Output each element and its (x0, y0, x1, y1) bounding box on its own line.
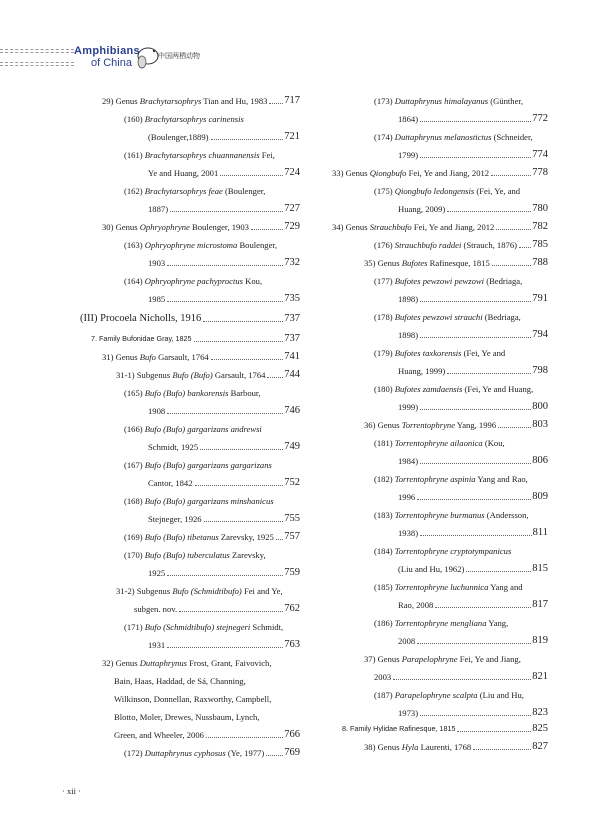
toc-page-number: 794 (532, 329, 548, 340)
toc-page-number: 737 (284, 333, 300, 344)
toc-entry[interactable] (91, 334, 300, 344)
toc-entry[interactable] (374, 582, 548, 592)
toc-entry[interactable] (374, 96, 548, 106)
toc-page-number: 800 (532, 401, 548, 412)
dot-leader (211, 139, 284, 140)
toc-entry-title: 35) Genus Bufotes Rafinesque, 1815 (364, 258, 490, 268)
toc-entry-title: 1938) (398, 528, 419, 538)
dot-leader (447, 373, 531, 374)
header-rule (0, 62, 74, 63)
toc-entry[interactable] (102, 96, 300, 106)
toc-entry-title: 1985 (148, 294, 166, 304)
dot-leader (420, 409, 531, 410)
toc-page-number: 762 (284, 603, 300, 614)
toc-entry-title: 1996 (398, 492, 416, 502)
toc-entry-title: (Boulenger,1889) (148, 132, 209, 142)
toc-entry-title: (177) Bufotes pewzowi pewzowi (Bedriaga, (374, 276, 523, 286)
dot-leader (276, 539, 283, 540)
toc-entry-title: 1898) (398, 294, 419, 304)
toc-entry-title: Blotto, Moler, Drewes, Nussbaum, Lynch, (114, 712, 260, 722)
toc-entry[interactable] (148, 168, 300, 178)
toc-entry-title: (172) Duttaphrynus cyphosus (Ye, 1977) (124, 748, 265, 758)
toc-entry-title: 1999) (398, 402, 419, 412)
toc-page-number: 744 (284, 369, 300, 380)
toc-page-number: 806 (532, 455, 548, 466)
toc-entry[interactable] (114, 694, 300, 704)
dot-leader (473, 749, 531, 750)
frog-logo-icon (132, 42, 160, 70)
dot-leader (204, 521, 284, 522)
dot-leader (220, 175, 283, 176)
dot-leader (447, 211, 531, 212)
toc-entry[interactable] (374, 690, 548, 700)
toc-entry[interactable] (124, 460, 300, 470)
toc-entry[interactable] (148, 132, 300, 142)
dot-leader (167, 575, 283, 576)
toc-entry[interactable] (374, 438, 548, 448)
toc-entry-title: 7. Family Bufonidae Gray, 1825 (91, 334, 192, 343)
toc-entry[interactable] (374, 276, 548, 286)
dot-leader (194, 341, 284, 342)
toc-page-number: 817 (532, 599, 548, 610)
toc-entry-title: Stejneger, 1926 (148, 514, 202, 524)
toc-entry-title: 1903 (148, 258, 166, 268)
toc-page-number: 788 (532, 257, 548, 268)
toc-page-number: 785 (532, 239, 548, 250)
toc-page-number: 721 (284, 131, 300, 142)
toc-entry-title: 1908 (148, 406, 166, 416)
dot-leader (466, 571, 531, 572)
dot-leader (457, 731, 531, 732)
dot-leader (420, 715, 531, 716)
toc-entry-title: 1887) (148, 204, 169, 214)
dot-leader (179, 611, 283, 612)
dot-leader (167, 413, 283, 414)
toc-entry-title: 30) Genus Ophryophryne Boulenger, 1903 (102, 222, 249, 232)
page-number: · xii · (62, 786, 81, 796)
toc-entry-title: (178) Bufotes pewzowi strauchi (Bedriaga, (374, 312, 521, 322)
toc-page-number: 752 (284, 477, 300, 488)
toc-entry-title: (179) Bufotes taxkorensis (Fei, Ye and (374, 348, 506, 358)
toc-entry[interactable] (124, 150, 300, 160)
toc-entry[interactable] (332, 222, 548, 232)
dot-leader (200, 449, 283, 450)
toc-entry[interactable] (374, 132, 548, 142)
toc-entry-title: 37) Genus Parapelophryne Fei, Ye and Jiang, (364, 654, 521, 664)
toc-page-number: 727 (284, 203, 300, 214)
toc-entry-title: 31-2) Subgenus Bufo (Schmidtibufo) Fei and Ye, (116, 586, 283, 596)
toc-entry[interactable] (398, 600, 548, 610)
toc-entry-title: (180) Bufotes zamdaensis (Fei, Ye and Huang, (374, 384, 534, 394)
dot-leader (167, 301, 283, 302)
toc-page-number: 737 (284, 313, 300, 324)
toc-entry[interactable] (364, 258, 548, 268)
toc-entry[interactable] (398, 402, 548, 412)
toc-entry-title: Rao, 2008 (398, 600, 434, 610)
toc-entry-title: (160) Brachytarsophrys carinensis (124, 114, 244, 124)
toc-page-number: 825 (532, 723, 548, 734)
toc-entry-title: 1984) (398, 456, 419, 466)
toc-entry[interactable] (134, 604, 300, 614)
toc-entry-title: Ye and Huang, 2001 (148, 168, 219, 178)
toc-entry-title: 29) Genus Brachytarsophrys Tian and Hu, 1983 (102, 96, 268, 106)
dot-leader (435, 607, 531, 608)
toc-entry[interactable] (374, 546, 548, 556)
dot-leader (195, 485, 284, 486)
toc-page-number: 819 (532, 635, 548, 646)
toc-entry-title: 2003 (374, 672, 392, 682)
toc-entry[interactable] (124, 532, 300, 542)
toc-entry[interactable] (124, 114, 300, 124)
toc-entry-title: (187) Parapelophryne scalpta (Liu and Hu, (374, 690, 524, 700)
toc-page-number: 763 (284, 639, 300, 650)
toc-page-number: 791 (532, 293, 548, 304)
toc-entry-title: (174) Duttaphrynus melanostictus (Schneider, (374, 132, 533, 142)
dot-leader (170, 211, 283, 212)
toc-entry[interactable] (148, 406, 300, 416)
toc-page-number: 809 (532, 491, 548, 502)
toc-entry-title: 2008 (398, 636, 416, 646)
dot-leader (266, 755, 283, 756)
toc-page-number: 811 (532, 527, 548, 538)
toc-entry-title: (169) Bufo (Bufo) tibetanus Zarevsky, 1925 (124, 532, 274, 542)
dot-leader (420, 121, 531, 122)
toc-entry[interactable] (124, 276, 300, 286)
toc-entry[interactable] (374, 312, 548, 322)
toc-entry-title: Bain, Haas, Haddad, de Sá, Channing, (114, 676, 246, 686)
dot-leader (206, 737, 283, 738)
toc-page-number: 749 (284, 441, 300, 452)
toc-entry[interactable] (398, 564, 548, 574)
toc-page-number: 735 (284, 293, 300, 304)
toc-entry-title: Huang, 1999) (398, 366, 446, 376)
dot-leader (251, 229, 283, 230)
toc-entry[interactable] (342, 724, 548, 734)
toc-entry-title: 34) Genus Strauchbufo Fei, Ye and Jiang, 2012 (332, 222, 495, 232)
toc-entry[interactable] (398, 204, 548, 214)
toc-entry[interactable] (398, 330, 548, 340)
toc-entry[interactable] (374, 474, 548, 484)
toc-page-number: 782 (532, 221, 548, 232)
toc-entry-title: (166) Bufo (Bufo) gargarizans andrewsi (124, 424, 262, 434)
toc-entry[interactable] (374, 384, 548, 394)
dot-leader (167, 647, 283, 648)
toc-entry[interactable] (398, 636, 548, 646)
toc-entry[interactable] (148, 514, 300, 524)
toc-entry[interactable] (398, 528, 548, 538)
toc-entry[interactable] (124, 496, 300, 506)
dot-leader (519, 247, 531, 248)
running-header (0, 40, 250, 80)
toc-page-number: 757 (284, 531, 300, 542)
toc-entry-title: Wilkinson, Donnellan, Raxworthy, Campbell, (114, 694, 272, 704)
toc-entry[interactable] (124, 240, 300, 250)
chinese-subtitle: 中国两栖动物 (158, 52, 200, 60)
toc-page-number: 732 (284, 257, 300, 268)
dot-leader (420, 157, 531, 158)
toc-entry[interactable] (374, 510, 548, 520)
toc-entry[interactable] (102, 658, 300, 668)
toc-entry-title: (181) Torrentophryne ailaonica (Kou, (374, 438, 505, 448)
toc-page-number: 772 (532, 113, 548, 124)
toc-entry-title: Huang, 2009) (398, 204, 446, 214)
toc-entry[interactable] (148, 204, 300, 214)
toc-entry-title: 8. Family Hylidae Rafinesque, 1815 (342, 724, 456, 733)
toc-entry[interactable] (398, 114, 548, 124)
dot-leader (492, 265, 531, 266)
toc-entry[interactable] (398, 294, 548, 304)
toc-entry-title: (167) Bufo (Bufo) gargarizans gargarizans (124, 460, 272, 470)
toc-entry[interactable] (148, 258, 300, 268)
toc-entry[interactable] (116, 586, 300, 596)
dot-leader (203, 321, 283, 322)
toc-entry[interactable] (398, 150, 548, 160)
toc-entry-title: subgen. nov. (134, 604, 178, 614)
toc-entry-title: 33) Genus Qiongbufo Fei, Ye and Jiang, 2012 (332, 168, 490, 178)
toc-entry-title: 31-1) Subgenus Bufo (Bufo) Garsault, 1764 (116, 370, 266, 380)
toc-entry-title: (173) Duttaphrynus himalayanus (Günther, (374, 96, 524, 106)
toc-page-number: 780 (532, 203, 548, 214)
toc-page-number: 827 (532, 741, 548, 752)
toc-entry[interactable] (124, 748, 300, 758)
toc-entry-title: (164) Ophryophryne pachyproctus Kou, (124, 276, 263, 286)
toc-entry[interactable] (124, 388, 300, 398)
toc-entry[interactable] (398, 366, 548, 376)
toc-entry-title: (183) Torrentophryne burmanus (Andersson, (374, 510, 529, 520)
toc-page-number: 778 (532, 167, 548, 178)
header-rule (0, 52, 74, 53)
toc-page-number: 774 (532, 149, 548, 160)
toc-page-number: 803 (532, 419, 548, 430)
toc-entry[interactable] (124, 424, 300, 434)
toc-entry[interactable] (398, 456, 548, 466)
toc-entry[interactable] (124, 186, 300, 196)
toc-page-number: 798 (532, 365, 548, 376)
toc-entry-title: (168) Bufo (Bufo) gargarizans minshanicus (124, 496, 274, 506)
toc-entry-title: (171) Bufo (Schmidtibufo) stejnegeri Schmidt, (124, 622, 284, 632)
dot-leader (420, 337, 531, 338)
toc-entry[interactable] (374, 186, 548, 196)
toc-entry-title: (165) Bufo (Bufo) bankorensis Barbour, (124, 388, 261, 398)
toc-page-number: 766 (284, 729, 300, 740)
toc-entry[interactable] (374, 348, 548, 358)
toc-page-number: 769 (284, 747, 300, 758)
dot-leader (420, 535, 532, 536)
toc-entry[interactable] (148, 478, 300, 488)
toc-entry[interactable] (364, 654, 548, 664)
toc-entry-title: (Liu and Hu, 1962) (398, 564, 465, 574)
dot-leader (167, 265, 283, 266)
toc-page-number: 741 (284, 351, 300, 362)
dot-leader (417, 643, 531, 644)
toc-entry[interactable] (114, 676, 300, 686)
toc-page-number: 755 (284, 513, 300, 524)
header-rule (0, 49, 74, 50)
toc-entry-title: Schmidt, 1925 (148, 442, 199, 452)
toc-entry-title: 32) Genus Duttaphrynus Frost, Grant, Faivovich, (102, 658, 272, 668)
dot-leader (491, 175, 531, 176)
header-rule (0, 65, 74, 66)
toc-entry[interactable] (102, 352, 300, 362)
dot-leader (393, 679, 531, 680)
toc-entry[interactable] (80, 314, 300, 324)
toc-entry-title: (182) Torrentophryne aspinia Yang and Rao, (374, 474, 528, 484)
toc-entry-title: 1799) (398, 150, 419, 160)
toc-page-number: 823 (532, 707, 548, 718)
toc-entry-title: 1898) (398, 330, 419, 340)
toc-entry[interactable] (124, 622, 300, 632)
toc-entry-title: (III) Procoela Nicholls, 1916 (80, 313, 202, 324)
toc-page-number: 759 (284, 567, 300, 578)
toc-entry-title: (161) Brachytarsophrys chuannanensis Fei, (124, 150, 275, 160)
toc-page-number: 729 (284, 221, 300, 232)
toc-entry-title: (186) Torrentophryne mengliana Yang, (374, 618, 509, 628)
toc-entry[interactable] (364, 420, 548, 430)
toc-entry[interactable] (148, 568, 300, 578)
toc-page-number: 746 (284, 405, 300, 416)
toc-entry[interactable] (148, 294, 300, 304)
toc-entry[interactable] (398, 708, 548, 718)
book-title-sub: of China (91, 57, 132, 69)
toc-entry-title: (162) Brachytarsophrys feae (Boulenger, (124, 186, 266, 196)
toc-page-number: 821 (532, 671, 548, 682)
dot-leader (496, 229, 531, 230)
toc-entry[interactable] (116, 370, 300, 380)
toc-entry[interactable] (148, 442, 300, 452)
dot-leader (498, 427, 531, 428)
book-title: Amphibians (74, 45, 140, 57)
toc-entry[interactable] (124, 550, 300, 560)
toc-entry[interactable] (374, 240, 548, 250)
toc-page-number: 717 (284, 95, 300, 106)
toc-entry-title: (175) Qiongbufo ledongensis (Fei, Ye, and (374, 186, 521, 196)
toc-page-number: 815 (532, 563, 548, 574)
toc-entry-title: 38) Genus Hyla Laurenti, 1768 (364, 742, 472, 752)
dot-leader (267, 377, 283, 378)
toc-page-number: 724 (284, 167, 300, 178)
toc-entry[interactable] (114, 730, 300, 740)
toc-entry-title: 1925 (148, 568, 166, 578)
toc-entry[interactable] (102, 222, 300, 232)
toc-entry[interactable] (148, 640, 300, 650)
toc-entry[interactable] (374, 618, 548, 628)
toc-entry-title: (163) Ophryophryne microstoma Boulenger, (124, 240, 278, 250)
dot-leader (420, 463, 531, 464)
toc-entry-title: Green, and Wheeler, 2006 (114, 730, 204, 740)
toc-entry[interactable] (374, 672, 548, 682)
toc-entry-title: (176) Strauchbufo raddei (Strauch, 1876) (374, 240, 517, 250)
toc-entry-title: (170) Bufo (Bufo) tuberculatus Zarevsky, (124, 550, 266, 560)
toc-entry[interactable] (364, 742, 548, 752)
toc-entry-title: Cantor, 1842 (148, 478, 193, 488)
toc-entry-title: (185) Torrentophryne luchunnica Yang and (374, 582, 523, 592)
toc-entry-title: 1864) (398, 114, 419, 124)
toc-entry-title: 31) Genus Bufo Garsault, 1764 (102, 352, 209, 362)
toc-entry[interactable] (398, 492, 548, 502)
toc-entry-title: (184) Torrentophryne cryptotympanicus (374, 546, 512, 556)
toc-entry-title: 36) Genus Torrentophryne Yang, 1996 (364, 420, 497, 430)
toc-entry-title: 1931 (148, 640, 166, 650)
dot-leader (417, 499, 531, 500)
toc-entry[interactable] (332, 168, 548, 178)
toc-entry-title: 1973) (398, 708, 419, 718)
dot-leader (211, 359, 284, 360)
dot-leader (420, 301, 531, 302)
toc-entry[interactable] (114, 712, 300, 722)
dot-leader (269, 103, 283, 104)
